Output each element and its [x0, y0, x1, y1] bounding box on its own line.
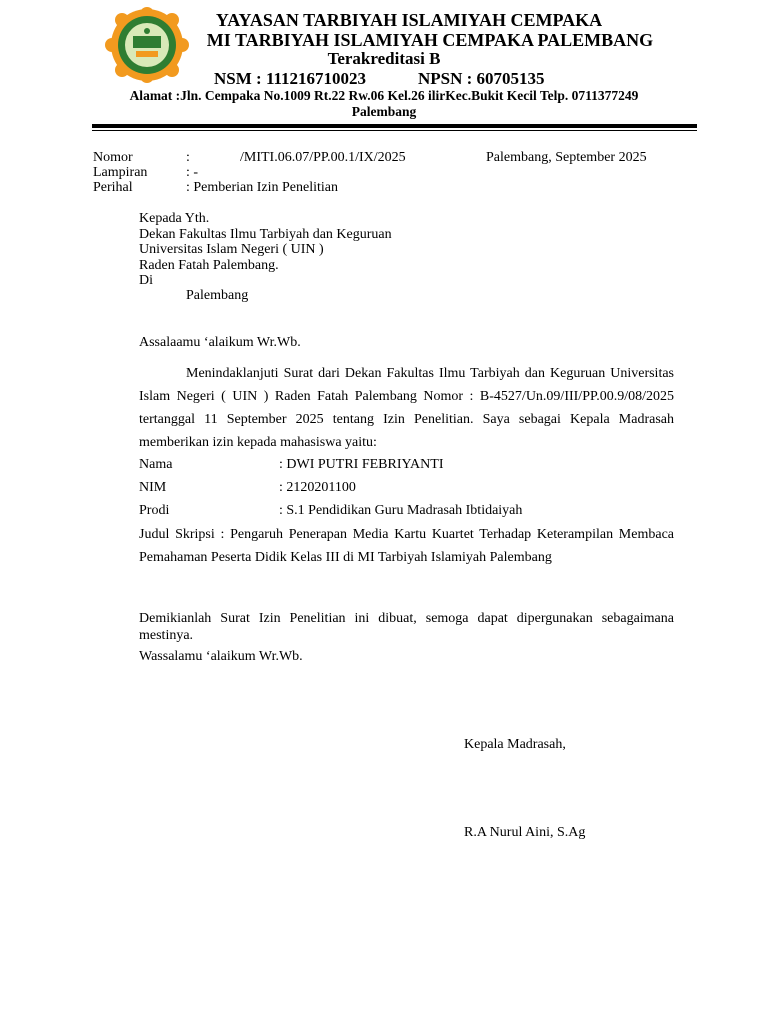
signature-name: R.A Nurul Aini, S.Ag [464, 825, 586, 840]
wassalam: Wassalamu ‘alaikum Wr.Wb. [139, 649, 303, 664]
header-rule-thin [92, 130, 697, 131]
recipient-di: Di [139, 273, 153, 288]
field-value-nama: : DWI PUTRI FEBRIYANTI [279, 457, 444, 472]
field-value-nim: : 2120201100 [279, 480, 356, 495]
nomor-colon: : [186, 150, 190, 165]
recipient-line-2: Universitas Islam Negeri ( UIN ) [139, 242, 324, 257]
recipient-city: Palembang [186, 288, 249, 303]
body-paragraph: Menindaklanjuti Surat dari Dekan Fakultas Ilmu Tarbiyah dan Keguruan Universitas Islam Negeri ( UIN ) Raden Fatah Palembang Nomor : B-4527/Un.09/III/PP.00.9/08/2025 tertanggal 11 September 2025 tentang Izin Penelitian. Saya sebagai Kepala Madrasah memberikan izin kepada mahasiswa yaitu: [139, 366, 674, 450]
salam: Assalaamu ‘alaikum Wr.Wb. [139, 335, 301, 350]
perihal-value: : Pemberian Izin Penelitian [186, 180, 339, 195]
school-name: MI TARBIYAH ISLAMIYAH CEMPAKA PALEMBANG [206, 30, 654, 50]
address-line-2: Palembang [351, 104, 417, 119]
nomor-label: Nomor [93, 150, 133, 165]
field-label-prodi: Prodi [139, 503, 170, 518]
judul-skripsi: Judul Skripsi : Pengaruh Penerapan Media Kartu Kuartet Terhadap Keterampilan Membaca Pemahaman Peserta Didik Kelas III di MI Tarbiyah Islamiyah Palembang [139, 527, 674, 565]
lampiran-value: : - [186, 165, 199, 180]
lampiran-label: Lampiran [93, 165, 148, 180]
accreditation: Terakreditasi B [327, 49, 441, 68]
foundation-name: YAYASAN TARBIYAH ISLAMIYAH CEMPAKA [215, 10, 603, 30]
recipient-greeting: Kepada Yth. [139, 211, 210, 226]
closing-paragraph: Demikianlah Surat Izin Penelitian ini dibuat, semoga dapat dipergunakan sebagaimana mestinya. [139, 611, 674, 643]
header-rule-thick [92, 124, 697, 128]
signature-title: Kepala Madrasah, [464, 737, 566, 752]
address-line-1: Alamat :Jln. Cempaka No.1009 Rt.22 Rw.06 Kel.26 ilirKec.Bukit Kecil Telp. 0711377249 [129, 88, 639, 103]
npsn: NPSN : 60705135 [418, 69, 545, 88]
place-date: Palembang, September 2025 [486, 150, 647, 165]
nomor-value: /MITI.06.07/PP.00.1/IX/2025 [240, 150, 406, 165]
field-label-nama: Nama [139, 457, 173, 472]
address [100, 88, 668, 120]
field-value-prodi: : S.1 Pendidikan Guru Madrasah Ibtidaiyah [279, 503, 523, 518]
nsm: NSM : 111216710023 [214, 69, 367, 88]
field-label-nim: NIM [139, 480, 167, 495]
perihal-label: Perihal [93, 180, 133, 195]
recipient-line-1: Dekan Fakultas Ilmu Tarbiyah dan Keguruan [139, 227, 392, 242]
recipient-line-3: Raden Fatah Palembang. [139, 258, 279, 273]
